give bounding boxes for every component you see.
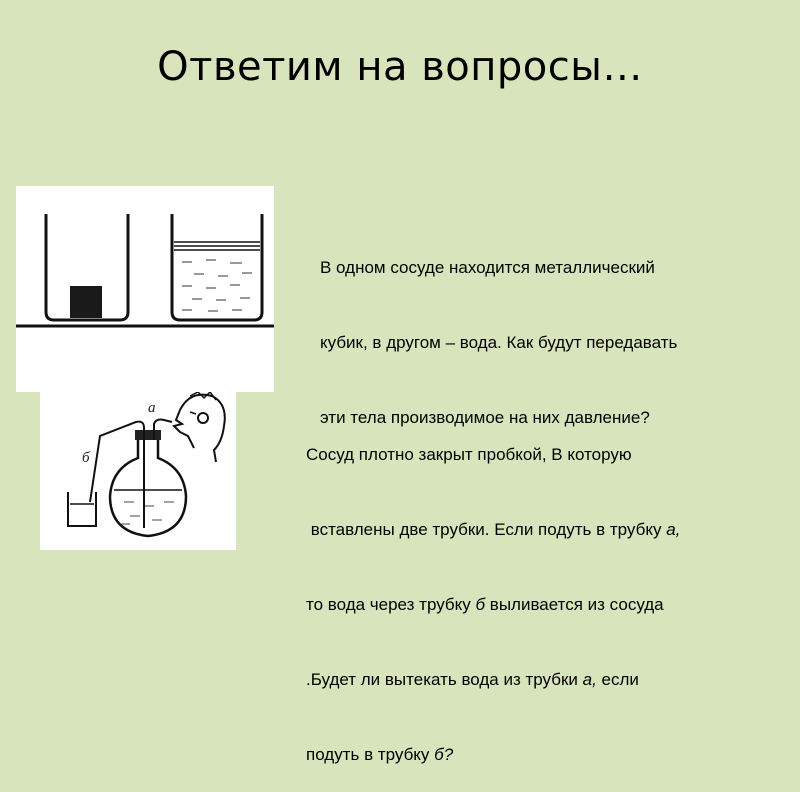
question-2-line: [306, 592, 680, 617]
question-2: [306, 392, 680, 792]
question-1-line: В одном сосуде находится металлический: [320, 258, 655, 277]
flask-water-hatching: [120, 502, 174, 524]
question-2-text: Сосуд плотно закрыт пробкой, В которую: [306, 445, 632, 464]
beaker: [68, 492, 96, 526]
water-surface: [174, 242, 260, 250]
slide-title: Ответим на вопросы…: [157, 44, 643, 90]
question-2-text: .Будет ли вытекать вода из трубки: [306, 670, 583, 689]
tube-b-label: б: [475, 595, 486, 614]
flask: [110, 438, 186, 536]
boy-head: [174, 392, 225, 462]
label-a: а: [148, 400, 156, 416]
question-2-line: [306, 742, 680, 767]
tube-a-label: а,: [582, 670, 597, 689]
water-hatching: [182, 260, 252, 311]
question-2-line: [306, 517, 680, 542]
question-2-text: то вода через трубку: [306, 595, 476, 614]
tube-a-label: а,: [666, 520, 681, 539]
question-1-line: эти тела производимое на них давление?: [320, 408, 650, 427]
question-2-line: [306, 442, 680, 467]
metal-cube: [70, 286, 102, 318]
question-2-text: подуть в трубку: [306, 745, 435, 764]
flask-illustration: [40, 392, 236, 550]
question-2-text: если: [596, 670, 639, 689]
question-2-line: [306, 667, 680, 692]
question-2-text: выливается из сосуда: [485, 595, 664, 614]
flask-stopper: [135, 430, 161, 440]
label-b: б: [82, 450, 90, 466]
vessels-illustration: [16, 186, 274, 392]
tube-b-label: б?: [434, 745, 454, 764]
question-2-text: вставлены две трубки. Если подуть в трубку: [306, 520, 667, 539]
question-1-line: кубик, в другом – вода. Как будут передавать: [320, 333, 678, 352]
vessel-with-water: [172, 214, 262, 320]
